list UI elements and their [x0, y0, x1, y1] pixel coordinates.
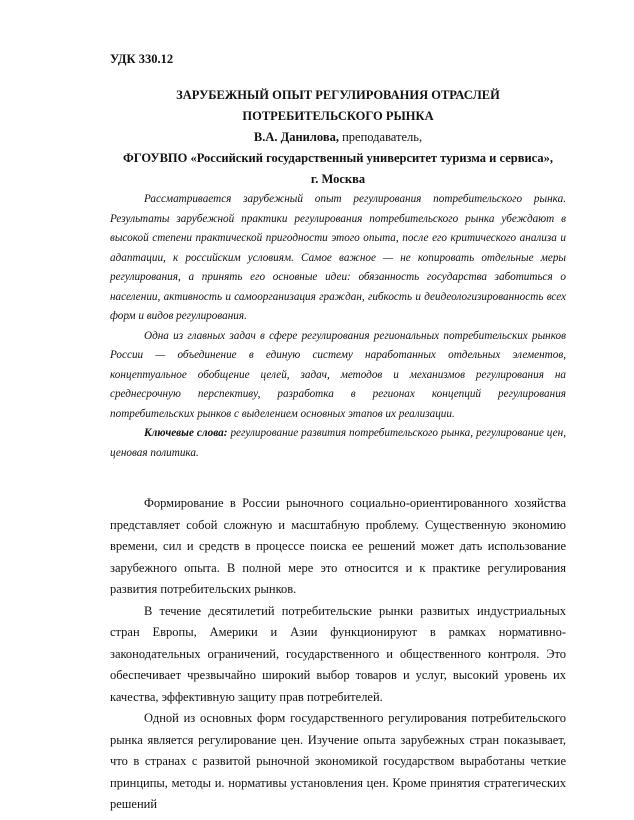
author-line — [110, 127, 566, 148]
keywords-text: регулирование развития потребительского рынка, регулирование цен, ценовая политика. — [110, 427, 566, 459]
affiliation-org: ФГОУВПО «Российский государственный университет туризма и сервиса», — [123, 151, 553, 165]
udk-code: УДК 330.12 — [110, 52, 174, 66]
abstract-paragraph-2: Одна из главных задач в сфере регулирования региональных потребительских рынков России — объединение в единую систему наработанных отдельных элементов, концептуальное обобщение целей, задач, методов и механизмов регулирования на среднесрочную перспективу, разработка в регионах концепций регулирования потребительских рынков с выделением основных этапов их реализации. — [110, 329, 566, 420]
body-paragraph-3: Одной из основных форм государственного регулирования потребительского рынка является регулирование цен. Изучение опыта зарубежных стран показывает, что в странах с развитой рыночной экономикой государством выработаны четкие принципы, методы и. нормативы установления цен. Кроме принятия стратегических решений — [110, 711, 566, 811]
body-paragraph-2: В течение десятилетий потребительские рынки развитых индустриальных стран Европы, Америки и Азии функционируют в рамках нормативно-законодательных ограничений, государственного и общественного контроля. Это обеспечивает чрезвычайно широкий выбор товаров и услуг, высокий уровень их качества, эффективную защиту прав потребителей. — [110, 603, 566, 704]
keywords-label: Ключевые слова: — [144, 427, 228, 439]
abstract-paragraph-1: Рассматривается зарубежный опыт регулирования потребительского рынка. Результаты зарубежной практики регулирования потребительского рынка убеждают в высокой степени практической пригодности этого опыта, после его критического анализа и адаптации, к российским условиям. Самое важное — не копировать отдельные меры регулирования, а принять его основные идеи: обязанность государства заботиться о населении, активность и самоорганизация граждан, гибкость и деидеологизированность всех форм и видов регулирования. — [110, 193, 566, 322]
author-name: В.А. Данилова, — [253, 130, 339, 144]
article-title-line-1: ЗАРУБЕЖНЫЙ ОПЫТ РЕГУЛИРОВАНИЯ ОТРАСЛЕЙ — [176, 88, 500, 102]
section-spacer — [110, 463, 566, 493]
article-page — [110, 52, 566, 816]
author-role: преподаватель, — [338, 130, 423, 144]
keywords — [110, 424, 566, 463]
body-paragraph-1: Формирование в России рыночного социально-ориентированного хозяйства представляет собой сложную и масштабную проблему. Существенную экономию времени, сил и средств в процессе поиска ее решений может дать использование зарубежного опыта. В полной мере это относится и к практике регулирования развития потребительских рынков. — [110, 496, 566, 596]
affiliation-city: г. Москва — [310, 172, 366, 186]
article-title-line-2: ПОТРЕБИТЕЛЬСКОГО РЫНКА — [242, 109, 434, 123]
